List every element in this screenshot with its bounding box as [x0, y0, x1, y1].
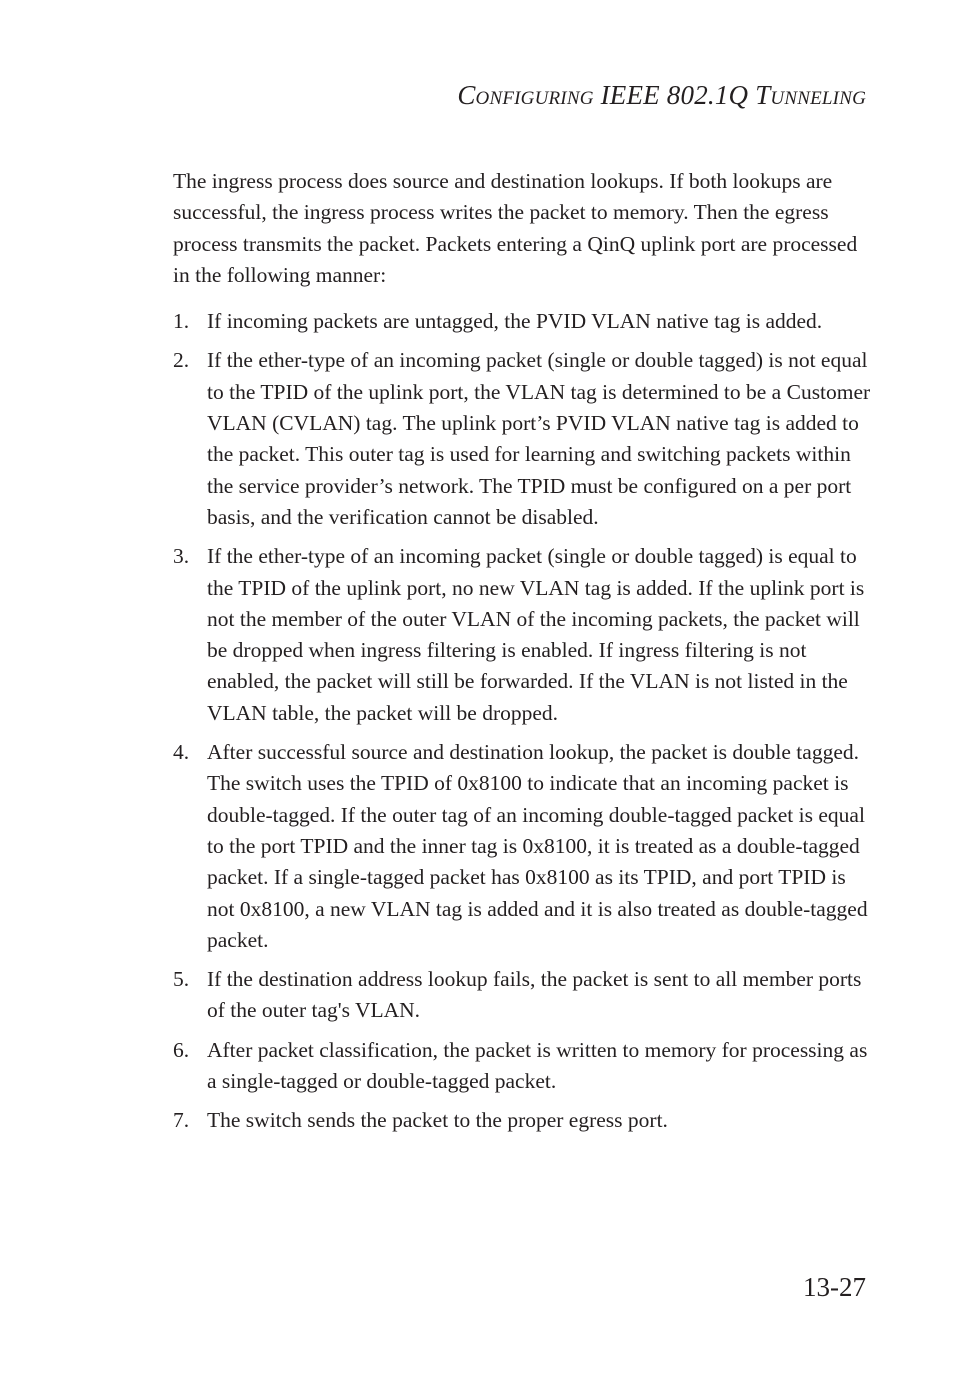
- list-item-number: 5.: [173, 967, 190, 992]
- body-content: [173, 166, 873, 1145]
- page-number: 13-27: [803, 1272, 866, 1302]
- intro-paragraph: The ingress process does source and destination lookups. If both lookups are successful, the ingress process writes the packet to memory. Then the egress process transmits the packet. Packets entering a QinQ uplink port are processed in the following manner:: [173, 169, 858, 287]
- list-item-text: If the ether-type of an incoming packet (single or double tagged) is not equal to the TPID of the uplink port, the VLAN tag is determined to be a Customer VLAN (CVLAN) tag. The uplink port’s PVID VLAN native tag is added to the packet. This outer tag is used for learning and switching packets within the service provider’s network. The TPID must be configured on a per port basis, and the verification cannot be disabled.: [207, 348, 871, 529]
- list-item-number: 7.: [173, 1108, 190, 1133]
- list-item-text: If the destination address lookup fails, the packet is sent to all member ports of the outer tag's VLAN.: [207, 967, 862, 1023]
- list-item: [173, 1035, 873, 1098]
- list-item: [173, 306, 873, 337]
- list-item: [173, 737, 873, 956]
- list-item-text: If incoming packets are untagged, the PVID VLAN native tag is added.: [207, 309, 823, 334]
- running-header: [457, 80, 866, 111]
- list-item-number: 6.: [173, 1037, 190, 1062]
- running-header-part1: Configuring: [457, 80, 594, 110]
- list-item-number: 3.: [173, 544, 190, 569]
- list-item: [173, 964, 873, 1027]
- list-item-text: After packet classification, the packet is written to memory for processing as a single-tagged or double-tagged packet.: [207, 1037, 868, 1094]
- list-item: [173, 345, 873, 533]
- list-item-text: After successful source and destination lookup, the packet is double tagged. The switch uses the TPID of 0x8100 to indicate that an incoming packet is double-tagged. If the outer tag of an incoming double-tagged packet is equal to the port TPID and the inner tag is 0x8100, it is treated as a double-tagged packet. If a single-tagged packet has 0x8100 as its TPID, and port TPID is not 0x8100, a new VLAN tag is added and it is also treated as double-tagged packet.: [207, 740, 868, 952]
- list-item-number: 4.: [173, 740, 190, 765]
- list-item-number: 2.: [173, 348, 190, 373]
- list-item: [173, 541, 873, 729]
- list-item-number: 1.: [173, 309, 190, 334]
- processing-steps-list: [173, 306, 873, 1136]
- list-item-text: If the ether-type of an incoming packet (single or double tagged) is equal to the TPID of the uplink port, no new VLAN tag is added. If the uplink port is not the member of the outer VLAN of the incoming packets, the packet will be dropped when ingress filtering is enabled. If ingress filtering is not enabled, the packet will still be forwarded. If the VLAN is not listed in the VLAN table, the packet will be dropped.: [207, 544, 865, 725]
- running-header-part2: IEEE 802.1Q: [593, 80, 756, 110]
- list-item: [173, 1105, 873, 1136]
- running-header-part3: Tunneling: [755, 80, 866, 110]
- list-item-text: The switch sends the packet to the proper egress port.: [207, 1108, 668, 1133]
